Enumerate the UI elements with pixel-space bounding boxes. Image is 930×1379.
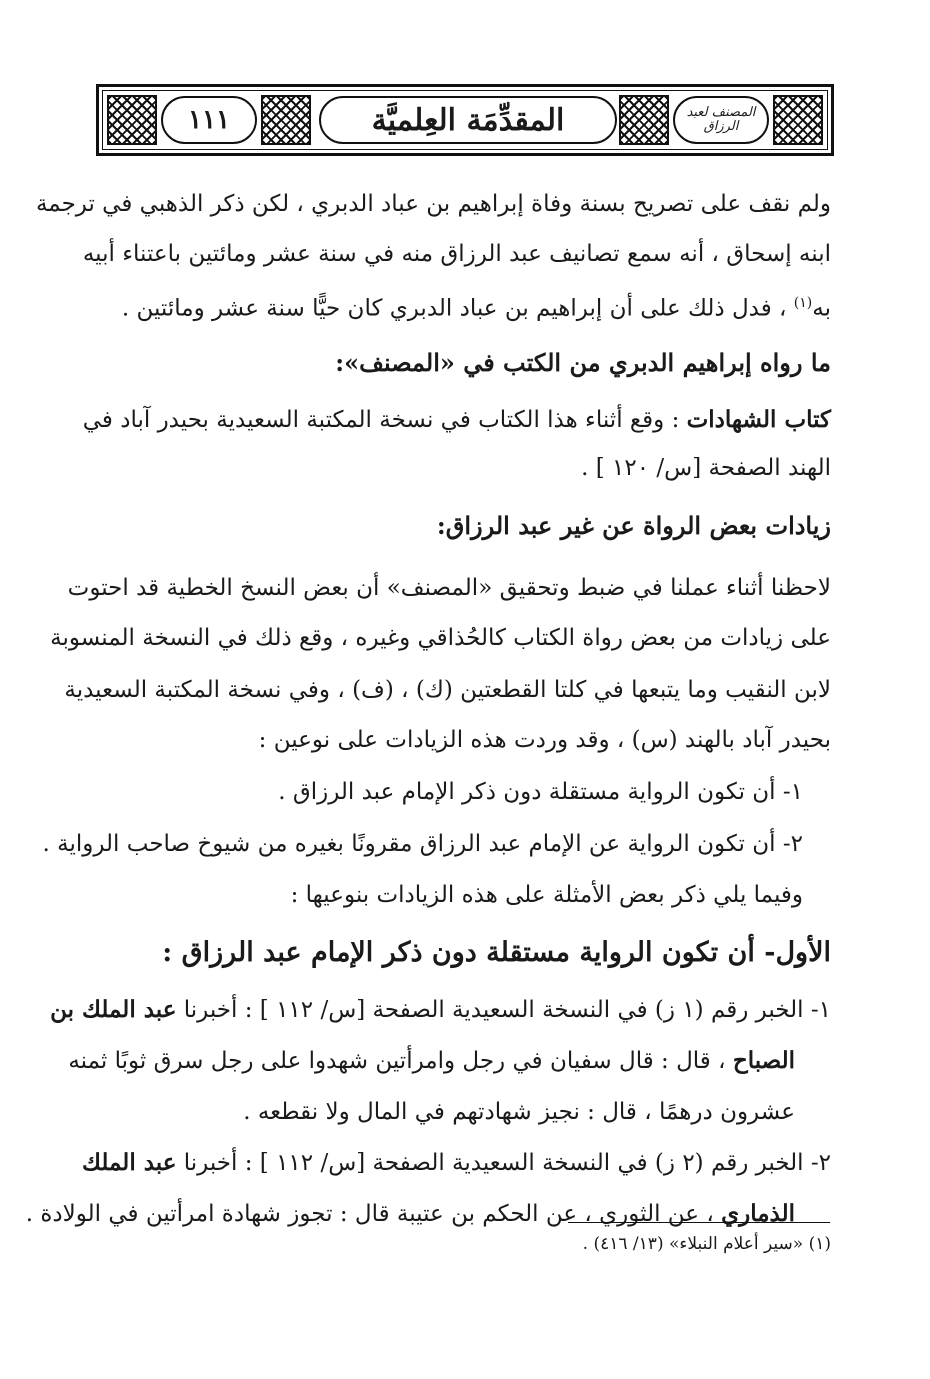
page-number: ١١١ — [188, 105, 230, 135]
text-line: لاحظنا أثناء عملنا في ضبط وتحقيق «المصنف» أن بعض النسخ الخطية قد احتوت — [67, 575, 831, 601]
footnote: (١) «سير أعلام النبلاء» (١٣/ ٤١٦) . — [582, 1234, 831, 1254]
text-line: بحيدر آباد بالهند (س) ، وقد وردت هذه الزيادات على نوعين : — [258, 727, 831, 753]
text-line: وفيما يلي ذكر بعض الأمثلة على هذه الزيادات بنوعيها : — [290, 882, 803, 908]
ornament-icon — [773, 95, 823, 145]
text-line: الهند الصفحة [س/ ١٢٠ ] . — [581, 455, 831, 481]
narrator-name: عبد الملك بن — [50, 996, 177, 1023]
footnote-divider — [568, 1222, 830, 1223]
text-line — [82, 404, 831, 436]
footnote-ref: (١) — [793, 295, 813, 311]
text-line — [25, 1198, 795, 1230]
logo-text: المصنف لعبد الرزاق — [686, 105, 756, 134]
list-item: ١- أن تكون الرواية مستقلة دون ذكر الإمام عبد الرزاق . — [278, 779, 803, 805]
text-fragment: ، عن الثوري ، عن الحكم بن عتيبة قال : تجوز شهادة امرأتين في الولادة . — [25, 1201, 714, 1227]
section-heading: الأول- أن تكون الرواية مستقلة دون ذكر الإمام عبد الرزاق : — [162, 937, 831, 968]
text-fragment: ٢- الخبر رقم (٢ ز) في النسخة السعيدية الصفحة [س/ ١١٢ ] : أخبرنا — [183, 1150, 831, 1176]
line-prefix: به — [812, 295, 831, 322]
text-line — [50, 994, 831, 1026]
text-fragment: ، فدل ذلك على أن إبراهيم بن عباد الدبري كان حيًّا سنة عشر ومائتين . — [121, 295, 787, 322]
book-logo — [673, 96, 769, 144]
text-fragment: ، قال : قال سفيان في رجل وامرأتين شهدوا على رجل سرق ثوبًا ثمنه — [68, 1048, 726, 1074]
narrator-name: الذماري — [721, 1200, 795, 1227]
section-heading: زيادات بعض الرواة عن غير عبد الرزاق: — [436, 511, 831, 540]
narrator-name: الصباح — [732, 1047, 795, 1074]
text-line: على زيادات من بعض رواة الكتاب كالحُذاقي وغيره ، وقع ذلك في النسخة المنسوبة — [50, 625, 831, 651]
text-line — [68, 1045, 795, 1077]
text-fragment: ١- الخبر رقم (١ ز) في النسخة السعيدية الصفحة [س/ ١١٢ ] : أخبرنا — [183, 997, 831, 1023]
text-line: لابن النقيب وما يتبعها في كلتا القطعتين (ك) ، (ف) ، وفي نسخة المكتبة السعيدية — [64, 677, 831, 703]
running-title-frame — [319, 96, 617, 144]
narrator-name: عبد الملك — [82, 1149, 177, 1176]
page-header — [96, 84, 834, 156]
running-title: المقدِّمَة العِلميَّة — [371, 102, 565, 138]
ornament-icon — [619, 95, 669, 145]
section-heading: ما رواه إبراهيم الدبري من الكتب في «المصنف»: — [335, 348, 831, 377]
book-title: كتاب الشهادات — [686, 406, 831, 433]
list-item: ٢- أن تكون الرواية عن الإمام عبد الرزاق مقرونًا بغيره من شيوخ صاحب الرواية . — [42, 831, 803, 857]
text-line: عشرون درهمًا ، قال : نجيز شهادتهم في المال ولا نقطعه . — [243, 1099, 795, 1125]
text-line: ولم نقف على تصريح بسنة وفاة إبراهيم بن عباد الدبري ، لكن ذكر الذهبي في ترجمة — [35, 191, 831, 217]
text-line — [95, 287, 831, 325]
text-line — [82, 1147, 831, 1179]
ornament-icon — [107, 95, 157, 145]
page-number-frame — [161, 96, 257, 144]
text-fragment: : وقع أثناء هذا الكتاب في نسخة المكتبة السعيدية بحيدر آباد في — [82, 407, 680, 433]
text-line: ابنه إسحاق ، أنه سمع تصانيف عبد الرزاق منه في سنة عشر ومائتين باعتناء أبيه — [82, 241, 831, 267]
ornament-icon — [261, 95, 311, 145]
